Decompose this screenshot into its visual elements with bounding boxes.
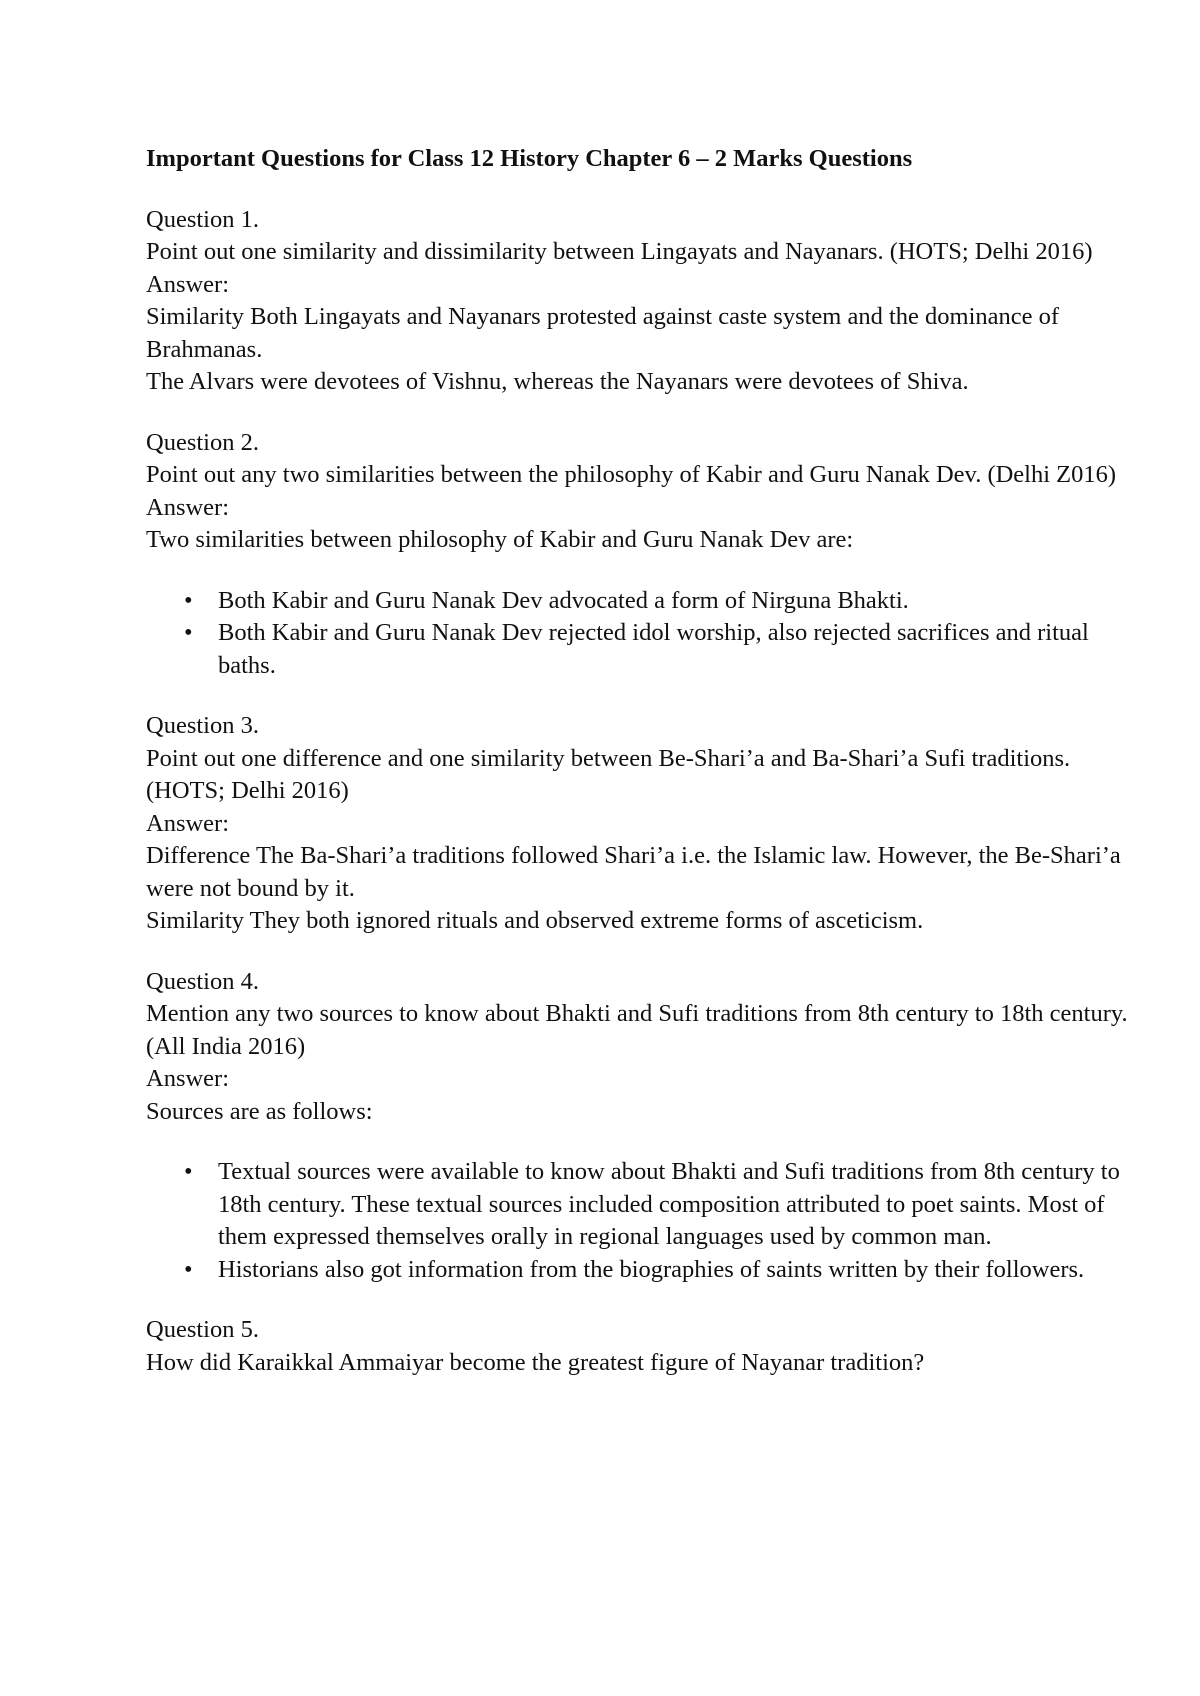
answer-bullet-list xyxy=(146,1156,1146,1286)
answer-text: The Alvars were devotees of Vishnu, whereas the Nayanars were devotees of Shiva. xyxy=(146,368,969,395)
answer-text: Similarity They both ignored rituals and observed extreme forms of asceticism. xyxy=(146,907,924,934)
answer-bullet-list xyxy=(146,585,1146,683)
bullet-text: Historians also got information from the biographies of saints written by their followers. xyxy=(218,1255,1085,1283)
question-heading: Question 2. xyxy=(146,428,259,456)
bullet-item xyxy=(146,585,1146,618)
answer-text: Similarity Both Lingayats and Nayanars protested against caste system and the dominance of Brahmanas. xyxy=(146,303,1060,363)
question-block-3 xyxy=(146,710,1146,938)
bullet-text: Both Kabir and Guru Nanak Dev rejected idol worship, also rejected sacrifices and ritual baths. xyxy=(218,619,1089,679)
bullet-item xyxy=(146,1254,1146,1287)
question-text: Point out one similarity and dissimilarity between Lingayats and Nayanars. (HOTS; Delhi 2016) xyxy=(146,238,1093,265)
answer-label: Answer: xyxy=(146,1065,230,1092)
bullet-dot-icon: • xyxy=(184,619,193,646)
answer-label: Answer: xyxy=(146,809,230,837)
question-block-1 xyxy=(146,204,1146,399)
document-page xyxy=(146,143,1146,1407)
bullet-dot-icon: • xyxy=(184,586,193,614)
question-text: Point out one difference and one similarity between Be-Shari’a and Ba-Shari’a Sufi traditions. (HOTS; Delhi 2016) xyxy=(146,744,1071,804)
bullet-dot-icon: • xyxy=(184,1158,193,1185)
bullet-text: Both Kabir and Guru Nanak Dev advocated a form of Nirguna Bhakti. xyxy=(218,586,909,614)
bullet-item xyxy=(146,1156,1146,1254)
answer-label: Answer: xyxy=(146,270,230,298)
question-heading: Question 3. xyxy=(146,712,259,739)
answer-text: Two similarities between philosophy of Kabir and Guru Nanak Dev are: xyxy=(146,526,854,553)
bullet-dot-icon: • xyxy=(184,1255,193,1283)
question-heading: Question 5. xyxy=(146,1316,259,1343)
question-block-5 xyxy=(146,1314,1146,1379)
question-heading: Question 4. xyxy=(146,967,259,995)
answer-text: Difference The Ba-Shari’a traditions followed Shari’a i.e. the Islamic law. However, the Be-Shari’a were not bound by it. xyxy=(146,842,1121,902)
bullet-item xyxy=(146,617,1146,682)
answer-label: Answer: xyxy=(146,493,230,521)
question-text: How did Karaikkal Ammaiyar become the greatest figure of Nayanar tradition? xyxy=(146,1348,925,1376)
question-text: Point out any two similarities between the philosophy of Kabir and Guru Nanak Dev. (Delhi Z016) xyxy=(146,461,1117,488)
question-text: Mention any two sources to know about Bhakti and Sufi traditions from 8th century to 18th century. (All India 2016) xyxy=(146,1000,1128,1060)
question-heading: Question 1. xyxy=(146,205,259,233)
question-block-2 xyxy=(146,427,1146,683)
question-block-4 xyxy=(146,966,1146,1287)
document-title: Important Questions for Class 12 History Chapter 6 – 2 Marks Questions xyxy=(146,145,913,172)
answer-text: Sources are as follows: xyxy=(146,1097,373,1125)
bullet-text: Textual sources were available to know about Bhakti and Sufi traditions from 8th century to 18th century. These textual sources included composition attributed to poet saints. Most of them expressed themselves orally in regional languages used by common man. xyxy=(218,1158,1120,1250)
